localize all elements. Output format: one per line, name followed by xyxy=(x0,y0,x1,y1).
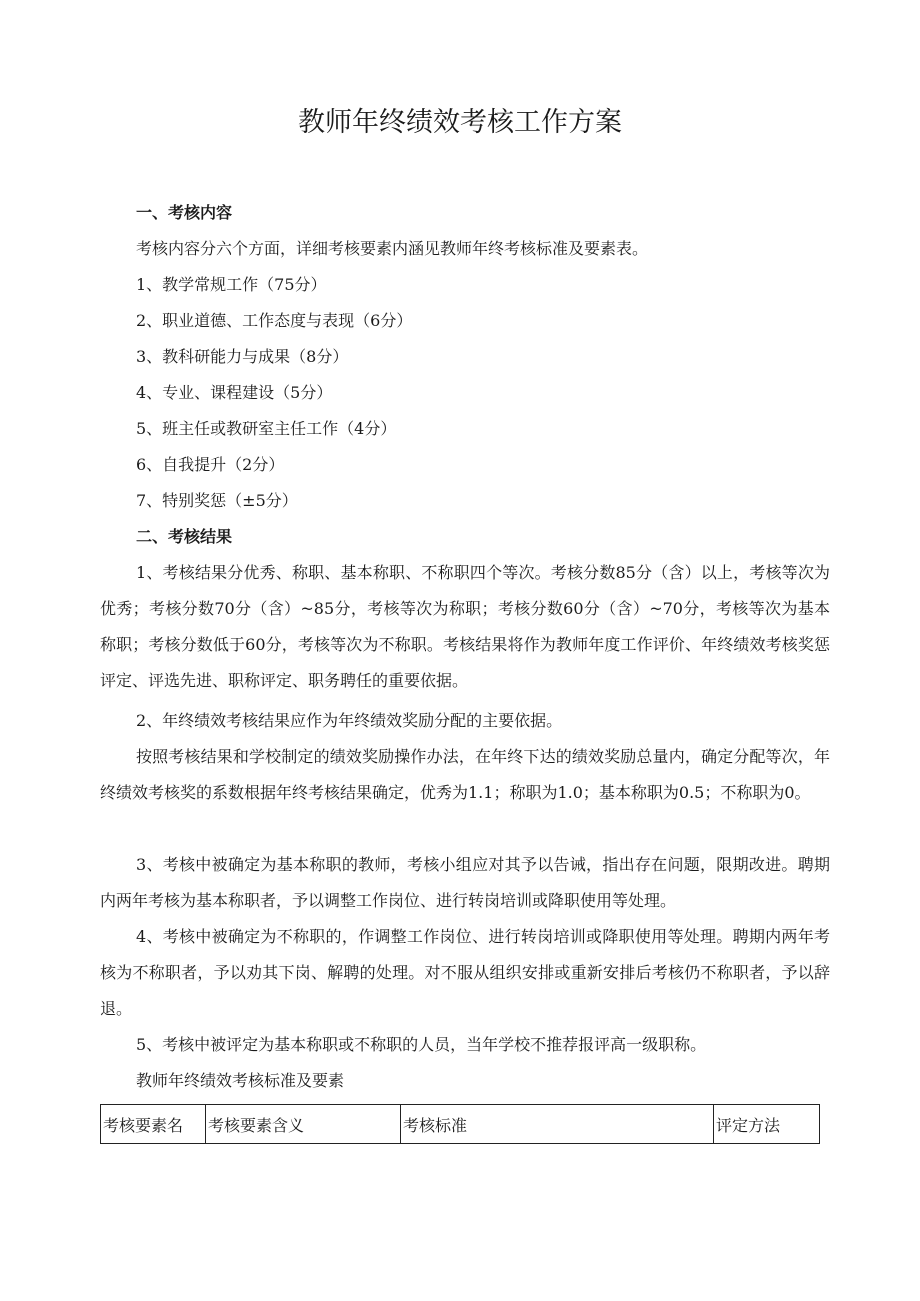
list-item: 3、教科研能力与成果（8分） xyxy=(136,347,349,366)
table-header-cell: 考核要素含义 xyxy=(206,1105,401,1144)
list-item: 1、教学常规工作（75分） xyxy=(136,275,327,294)
list-item: 2、职业道德、工作态度与表现（6分） xyxy=(136,311,413,330)
paragraph: 2、年终绩效考核结果应作为年终绩效奖励分配的主要依据。 xyxy=(136,711,563,730)
list-item: 4、专业、课程建设（5分） xyxy=(136,383,333,402)
list-item: 5、班主任或教研室主任工作（4分） xyxy=(136,419,397,438)
paragraph: 5、考核中被评定为基本称职或不称职的人员，当年学校不推荐报评高一级职称。 xyxy=(136,1035,707,1054)
section-heading-content: 一、考核内容 xyxy=(136,203,233,222)
table-caption: 教师年终绩效考核标准及要素 xyxy=(136,1071,345,1090)
table-header-row xyxy=(101,1105,820,1144)
standards-table xyxy=(100,1104,820,1144)
list-item: 6、自我提升（2分） xyxy=(136,455,285,474)
paragraph: 4、考核中被确定为不称职的，作调整工作岗位、进行转岗培训或降职使用等处理。聘期内两年考核为不称职者，予以劝其下岗、解聘的处理。对不服从组织安排或重新安排后考核仍不称职者，予以辞退。 xyxy=(100,927,830,1018)
section-intro: 考核内容分六个方面，详细考核要素内涵见教师年终考核标准及要素表。 xyxy=(136,239,649,258)
paragraph: 按照考核结果和学校制定的绩效奖励操作办法，在年终下达的绩效奖励总量内，确定分配等次，年终绩效考核奖的系数根据年终考核结果确定，优秀为1.1；称职为1.0；基本称职为0.5；不称职为0。 xyxy=(100,747,830,802)
section-heading-result: 二、考核结果 xyxy=(136,527,233,546)
document-title: 教师年终绩效考核工作方案 xyxy=(298,107,622,138)
table-header-cell: 评定方法 xyxy=(714,1105,820,1144)
table-header-cell: 考核标准 xyxy=(401,1105,714,1144)
paragraph: 1、考核结果分优秀、称职、基本称职、不称职四个等次。考核分数85分（含）以上，考核等次为优秀；考核分数70分（含）~85分，考核等次为称职；考核分数60分（含）~70分，考核等次为基本称职；考核分数低于60分，考核等次为不称职。考核结果将作为教师年度工作评价、年终绩效考核奖惩评定、评选先进、职称评定、职务聘任的重要依据。 xyxy=(100,563,830,690)
list-item: 7、特别奖惩（±5分） xyxy=(136,491,298,510)
paragraph: 3、考核中被确定为基本称职的教师，考核小组应对其予以告诫，指出存在问题，限期改进。聘期内两年考核为基本称职者，予以调整工作岗位、进行转岗培训或降职使用等处理。 xyxy=(100,855,830,910)
table-header-cell: 考核要素名 xyxy=(101,1105,206,1144)
